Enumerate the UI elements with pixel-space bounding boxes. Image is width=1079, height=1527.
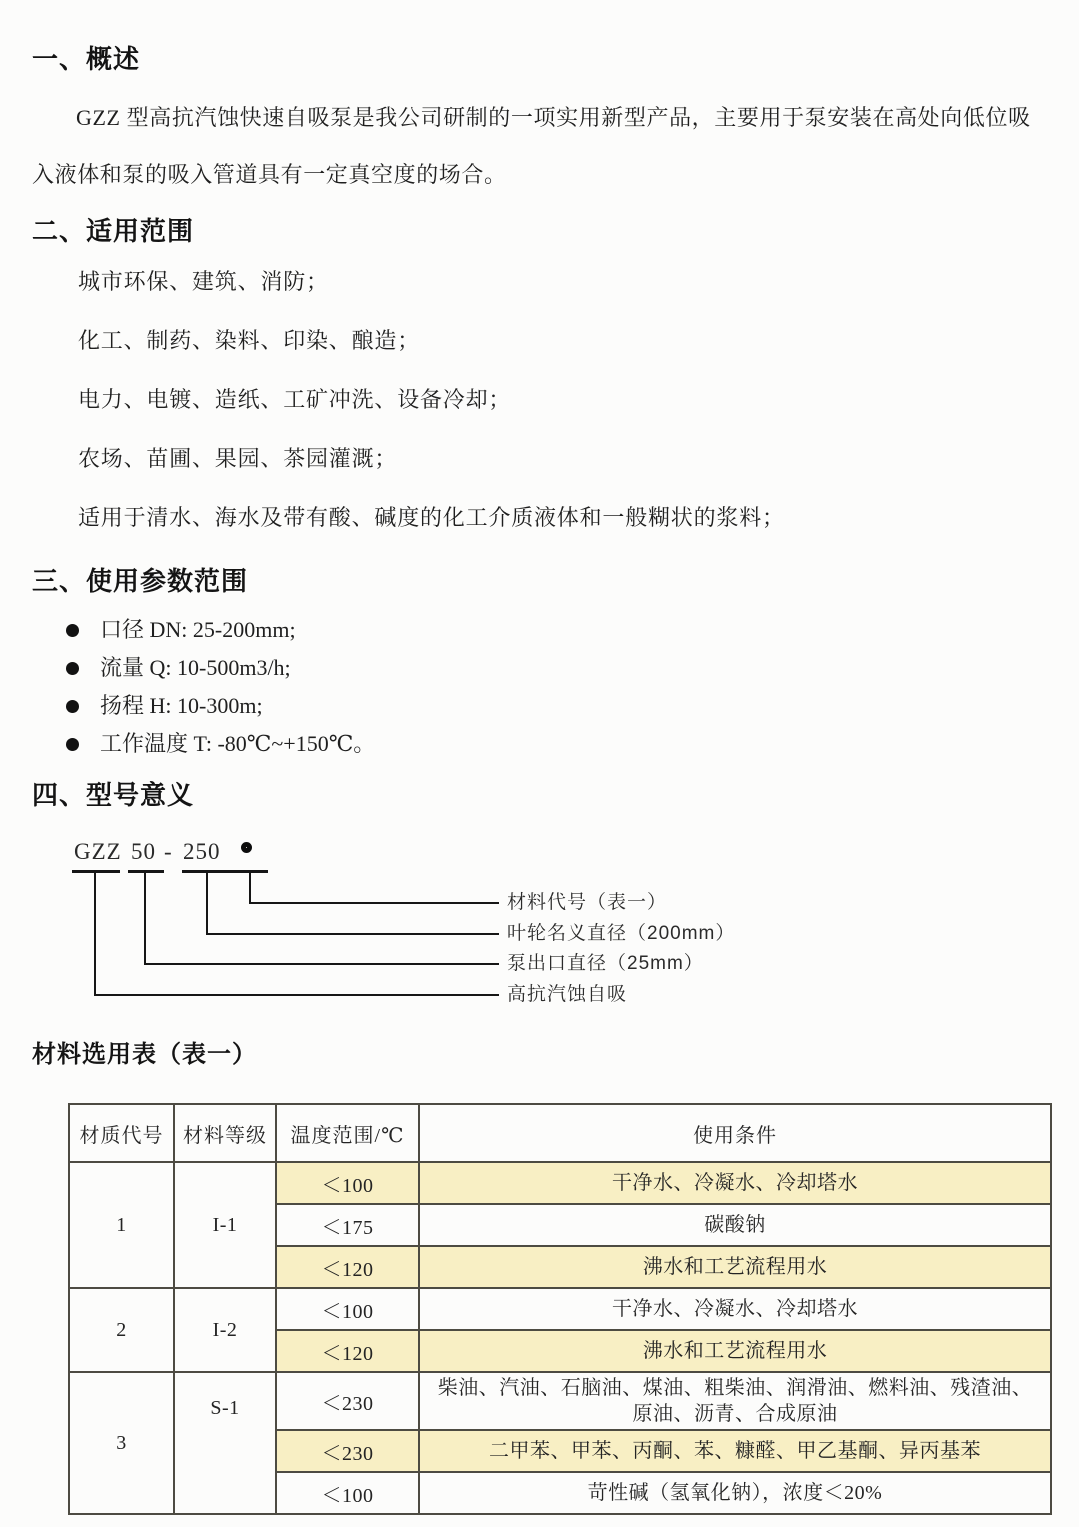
connector-line [249, 902, 499, 904]
temp-range-cell: ＜230 [276, 1430, 419, 1472]
model-heading: 四、型号意义 [32, 780, 195, 810]
model-dash: - [164, 839, 173, 864]
materials-table-heading: 材料选用表（表一） [32, 1041, 257, 1068]
materials-table [68, 1103, 1052, 1515]
temp-range-cell: ＜100 [276, 1472, 419, 1514]
connector-line [206, 933, 499, 935]
material-code-cell: 1 [69, 1162, 174, 1288]
temp-range-cell: ＜100 [276, 1162, 419, 1204]
materials-table-body [69, 1162, 1051, 1514]
underline-outlet [128, 870, 164, 873]
model-label-series: 高抗汽蚀自吸 [507, 984, 628, 1005]
material-code-cell: 2 [69, 1288, 174, 1372]
overview-heading: 一、概述 [32, 44, 141, 74]
connector-line [94, 872, 96, 996]
params-heading: 三、使用参数范围 [32, 566, 249, 596]
use-condition-cell: 苛性碱（氢氧化钠），浓度＜20% [419, 1472, 1051, 1514]
use-condition-cell: 干净水、冷凝水、冷却塔水 [419, 1162, 1051, 1204]
model-label-material: 材料代号（表一） [507, 892, 668, 913]
model-code-diagram [32, 833, 1049, 1033]
scope-item: 城市环保、建筑、消防； [78, 269, 329, 294]
params-item-text: 流量 Q: 10-500m3/h; [100, 655, 291, 680]
params-item [66, 731, 1049, 757]
header-temp-range: 温度范围/℃ [276, 1104, 419, 1162]
temp-range-cell: ＜120 [276, 1330, 419, 1372]
params-item-text: 扬程 H: 10-300m; [100, 693, 263, 718]
bullet-icon [66, 700, 79, 713]
material-grade-cell: I-2 [174, 1288, 276, 1372]
temp-range-cell: ＜230 [276, 1372, 419, 1430]
params-item [66, 617, 1049, 643]
model-label-impeller: 叶轮名义直径（200mm） [507, 923, 736, 944]
temp-range-cell: ＜120 [276, 1246, 419, 1288]
material-code-cell: 3 [69, 1372, 174, 1514]
header-material-grade: 材料等级 [174, 1104, 276, 1162]
use-condition-cell: 碳酸钠 [419, 1204, 1051, 1246]
connector-line [144, 963, 499, 965]
params-list [32, 617, 1049, 757]
underline-impeller [182, 870, 234, 873]
model-prefix: GZZ [74, 839, 122, 864]
material-code-circle-icon [241, 842, 252, 853]
scope-heading: 二、适用范围 [32, 216, 195, 246]
connector-line [144, 872, 146, 965]
connector-line [94, 994, 499, 996]
scope-item: 电力、电镀、造纸、工矿冲洗、设备冷却； [78, 387, 512, 412]
material-grade-cell: S-1 [174, 1372, 276, 1514]
table-row [69, 1162, 1051, 1204]
scope-list [32, 269, 1049, 531]
temp-range-cell: ＜100 [276, 1288, 419, 1330]
params-item-text: 工作温度 T: -80℃~+150℃。 [100, 731, 376, 756]
use-condition-cell: 柴油、汽油、石脑油、煤油、粗柴油、润滑油、燃料油、残渣油、原油、沥青、合成原油 [419, 1372, 1051, 1430]
params-item [66, 693, 1049, 719]
bullet-icon [66, 738, 79, 751]
material-grade-cell: I-1 [174, 1162, 276, 1288]
table-header-row [69, 1104, 1051, 1162]
table-row [69, 1288, 1051, 1330]
connector-line [249, 872, 251, 904]
use-condition-cell: 沸水和工艺流程用水 [419, 1246, 1051, 1288]
scope-item: 化工、制药、染料、印染、酿造； [78, 328, 421, 353]
params-item-text: 口径 DN: 25-200mm; [100, 617, 296, 642]
table-row [69, 1372, 1051, 1430]
use-condition-cell: 沸水和工艺流程用水 [419, 1330, 1051, 1372]
scope-item: 农场、苗圃、果园、茶园灌溉； [78, 446, 398, 471]
temp-range-cell: ＜175 [276, 1204, 419, 1246]
model-impeller: 250 [183, 839, 221, 864]
model-label-outlet: 泵出口直径（25mm） [507, 953, 704, 974]
connector-line [206, 872, 208, 935]
scope-item: 适用于清水、海水及带有酸、碱度的化工介质液体和一般糊状的浆料； [78, 505, 785, 530]
overview-paragraph: GZZ 型高抗汽蚀快速自吸泵是我公司研制的一项实用新型产品，主要用于泵安装在高处向低位吸入液体和泵的吸入管道具有一定真空度的场合。 [32, 105, 1031, 187]
model-outlet: 50 [131, 839, 156, 864]
use-condition-cell: 二甲苯、甲苯、丙酮、苯、糠醛、甲乙基酮、异丙基苯 [419, 1430, 1051, 1472]
header-material-code: 材质代号 [69, 1104, 174, 1162]
params-item [66, 655, 1049, 681]
bullet-icon [66, 624, 79, 637]
header-use-condition: 使用条件 [419, 1104, 1051, 1162]
underline-prefix [72, 870, 120, 873]
use-condition-cell: 干净水、冷凝水、冷却塔水 [419, 1288, 1051, 1330]
bullet-icon [66, 662, 79, 675]
